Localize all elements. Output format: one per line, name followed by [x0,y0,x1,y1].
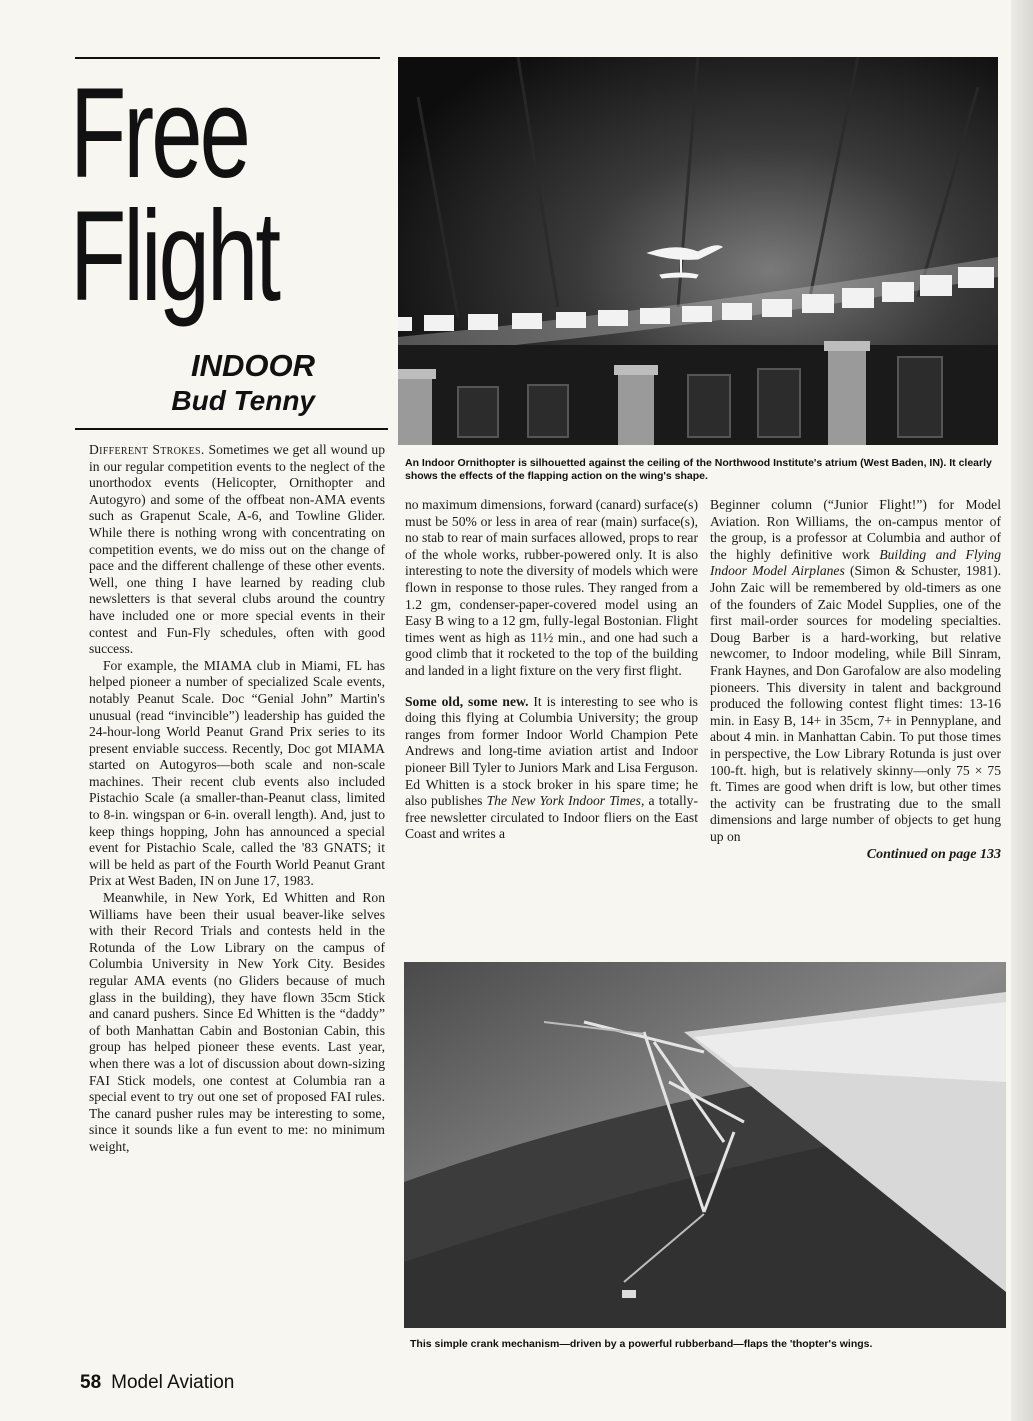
book-title: Building and Flying Indoor Model Airplanes [710,546,1001,579]
subhead: Some old, some new. [405,693,529,709]
paragraph: Meanwhile, in New York, Ed Whitten and Ron Williams have been their usual beaver-like selves with their Record Trials and contests held in the Rotunda of the Low Library on the campus of Columbia University in New York City. Besides regular AMA events (no Gliders because of much glass in the building), they have flown 35cm Stick and canard pushers. Since Ed Whitten is the “daddy” of both Manhattan Cabin and Bostonian Cabin, this group has helped pioneer these events. Last year, when there was a lot of discussion about down-sizing FAI Stick models, one contest at Columbia ran a special event to try out one set of proposed FAI rules. The canard pusher rules may be interesting to some, since it sounds like a fun event to me: no minimum weight, [89,890,385,1154]
author-byline: Bud Tenny [171,385,315,416]
crank-illustration [404,962,1006,1328]
masthead-bottom-rule [75,428,388,430]
bottom-photo-caption: This simple crank mechanism—driven by a powerful rubberband—flaps the 'thopter's wings. [410,1338,873,1350]
top-photo-caption: An Indoor Ornithopter is silhouetted against the ceiling of the Northwood Institute's atrium (West Baden, IN). It clearly shows the effects of the flapping action on the wing's shape. [405,457,992,482]
paragraph: Different Strokes. Sometimes we get all wound up in our regular competition events to the neglect of the unorthodox events (Helicopter, Ornithopter and Autogyro) and some of the offbeat non-AMA events such as Grapenut Scale, A-6, and Towline Glider. While there is nothing wrong with concentrating on competition events, we do miss out on the change of pace and the different challenge of these other events. Well, one thing I have learned by reading club newsletters is that several clubs around the country have included one or more special events in their contest and Fun-Fly schedules, often with good success. [89,442,385,657]
page-edge [1011,0,1033,1421]
article-column-2 [405,497,698,843]
page-footer [80,1372,234,1394]
publication-title: The New York Indoor Times, [486,793,645,809]
section-label: INDOOR [191,348,315,383]
magazine-name: Model Aviation [111,1372,235,1393]
article-column-3 [710,497,1001,864]
page-number: 58 [80,1372,102,1393]
lead-in: Different Strokes. [89,442,205,457]
title-free: Free [70,62,248,205]
paragraph: no maximum dimensions, forward (canard) surface(s) must be 50% or less in area of rear (main) surface(s), no stab to rear of main surfaces allowed, props to rear of the whole works, rubber-powered only. It is also interesting to note the diversity of models which were flown in response to those rules. They ranged from a 1.2 gm, condenser-paper-covered model using an Easy B wing to a 12 gm, fully-legal Bostonian. Flight times went as high as 11½ min., and one had such a good climb that it rocketed to the top of the building and landed in a light fixture on the very first flight. [405,497,698,678]
crank-mechanism-photo [404,962,1006,1328]
continued-notice: Continued on page 133 [866,847,1001,863]
article-column-1 [89,442,385,1156]
top-rule [75,57,380,59]
paragraph: For example, the MIAMA club in Miami, FL has helped pioneer a number of specialized Scale events, notably Peanut Scale. Doc “Genial John” Martin's unusual (read “invincible”) leadership has guided the 24-hour-long World Peanut Grand Prix series to its present enviable success. Recently, Doc got MIAMA started on Autogyros—both scale and non-scale machines. Their recent club events also included Pistachio Scale (a smaller-than-Peanut class, limited to 8-in. wingspan or 6-in. overall length). And, just to keep things hopping, John has announced a special event for Pistachio Scale, called the '83 GNATS; it will be held as part of the Fourth World Peanut Grant Prix at West Baden, IN on June 17, 1983. [89,657,385,889]
atrium-illustration [398,57,998,445]
ornithopter-atrium-photo [398,57,998,445]
title-flight: Flight [70,185,279,328]
paragraph: Beginner column (“Junior Flight!”) for Model Aviation. Ron Williams, the on-campus mentor of the group, is a professor at Columbia and author of the highly definitive work Building and Flying Indoor Model Airplanes (Simon & Schuster, 1981). John Zaic will be remembered by old-timers as one of the founders of Zaic Model Supplies, one of the first mail-order sources for modeling specialties. Doug Barber is a hard-working, but relative newcomer, to Indoor modeling, while Bill Sinram, Frank Haynes, and Don Garofalow are also modeling pioneers. This diversity in talent and background produced the following contest flight times: 13-16 min. in Easy B, 14+ in 35cm, 7+ in Pennyplane, and about 4 min. in Manhattan Cabin. To put those times in perspective, the Low Library Rotunda is just over 100-ft. high, but is relatively skinny—only 75 × 75 ft. Times are good when drift is low, but other times the activity can be frustrating due to the small dimensions and large number of objects to get hung up on [710,497,1001,844]
paragraph: Some old, some new. It is interesting to see who is doing this flying at Columbia University; the group ranges from former Indoor World Champion Pete Andrews and long-time aviation artist and Indoor pioneer Bill Tyler to Juniors Mark and Lisa Ferguson. Ed Whitten is a stock broker in his spare time; he also publishes The New York Indoor Times, a totally-free newsletter circulated to Indoor fliers on the East Coast and writes a [405,693,699,842]
